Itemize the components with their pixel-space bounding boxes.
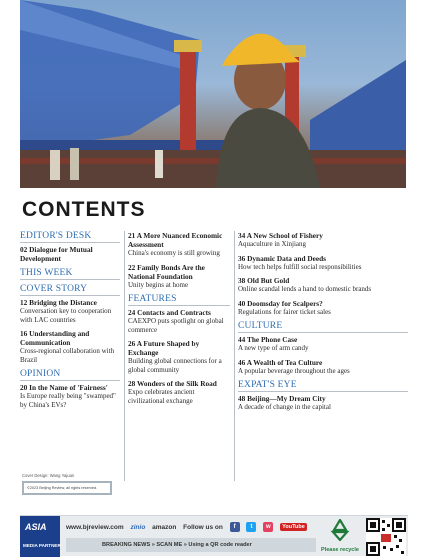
section-this-week: THIS WEEK [20, 268, 120, 280]
twitter-icon[interactable]: t [246, 522, 256, 532]
footer-bar [20, 515, 408, 556]
toc-entry[interactable]: 44 The Phone Case A new type of arm candy [238, 335, 309, 352]
section-expats-eye: EXPAT'S EYE [238, 380, 408, 392]
toc-entry[interactable]: 22 Family Bonds Are the National Foundation Unity begins at home [128, 262, 205, 289]
toc-entry[interactable]: 12 Bridging the Distance Conversation key to cooperation with LAC countries [20, 298, 112, 324]
media-partner-label: MEDIA PARTNER [23, 543, 61, 548]
section-cover-story: COVER STORY [20, 284, 120, 296]
column-divider [124, 231, 125, 481]
amazon-link[interactable]: amazon [152, 523, 177, 531]
toc-entry[interactable]: 21 A More Nuanced Economic Assessment China's economy is still growing [128, 231, 223, 257]
cover-design-credit: Cover Design: Wang Yajuan [22, 473, 75, 478]
media-partner-badge [20, 516, 60, 557]
toc-entry[interactable]: 40 Doomsday for Scalpers? Regulations for fairer ticket sales [238, 298, 331, 316]
section-culture: CULTURE [238, 321, 408, 333]
column-divider [234, 231, 235, 481]
cover-photo [20, 0, 406, 188]
section-opinion: OPINION [20, 369, 120, 381]
contents-heading: CONTENTS [22, 198, 146, 221]
website-link[interactable]: www.bjreview.com [66, 523, 124, 531]
section-editors-desk: EDITOR'S DESK [20, 231, 120, 243]
breaking-news-strip: BREAKING NEWS » SCAN ME » Using a QR code reader [66, 538, 316, 552]
recycle-label: Please recycle [321, 547, 359, 553]
toc-column-1 [20, 231, 120, 414]
copyright-box: ©2023 Beijing Review, all rights reserved. [22, 481, 112, 495]
qr-code[interactable] [366, 518, 406, 556]
recycle-badge [316, 519, 364, 555]
footer-links [66, 522, 312, 532]
weibo-icon[interactable]: w [263, 522, 273, 532]
toc-entry[interactable]: 28 Wonders of the Silk Road Expo celebrates ancient civilizational exchange [128, 379, 217, 405]
toc-entry[interactable]: 02 Dialogue for Mutual Development [20, 245, 93, 263]
qr-code-icon [366, 518, 406, 556]
shipyard-illustration [20, 0, 406, 188]
toc-column-3 [238, 231, 408, 417]
toc-entry[interactable]: 16 Understanding and Communication Cross-regional collaboration with Brazil [20, 329, 115, 364]
follow-us-label: Follow us on [183, 523, 223, 531]
youtube-icon[interactable]: YouTube [282, 524, 305, 530]
toc-entry[interactable]: 46 A Wealth of Tea Culture A popular beverage throughout the ages [238, 357, 350, 375]
toc-entry[interactable]: 20 In the Name of 'Fairness' Is Europe really being "swamped" by China's EVs? [20, 383, 116, 409]
toc-entry[interactable]: 24 Contacts and Contracts CAEXPO puts spotlight on global commerce [128, 308, 224, 334]
toc-entry[interactable]: 48 Beijing—My Dream City A decade of change in the capital [238, 394, 331, 411]
zinio-link[interactable]: zinio [130, 523, 146, 531]
asia-logo: ASIA [25, 522, 47, 532]
toc-entry[interactable]: 34 A New School of Fishery Aquaculture in Xinjiang [238, 231, 323, 248]
toc-entry[interactable]: 26 A Future Shaped by Exchange Building global connections for a global community [128, 339, 222, 374]
toc-entry[interactable]: 38 Old But Gold Online scandal lends a hand to domestic brands [238, 276, 372, 293]
toc-entry[interactable]: 36 Dynamic Data and Deeds How tech helps fulfill social responsibilities [238, 253, 362, 271]
section-features: FEATURES [128, 294, 230, 306]
recycle-icon [329, 519, 351, 541]
facebook-icon[interactable]: f [230, 522, 240, 532]
toc-column-2 [128, 231, 230, 410]
